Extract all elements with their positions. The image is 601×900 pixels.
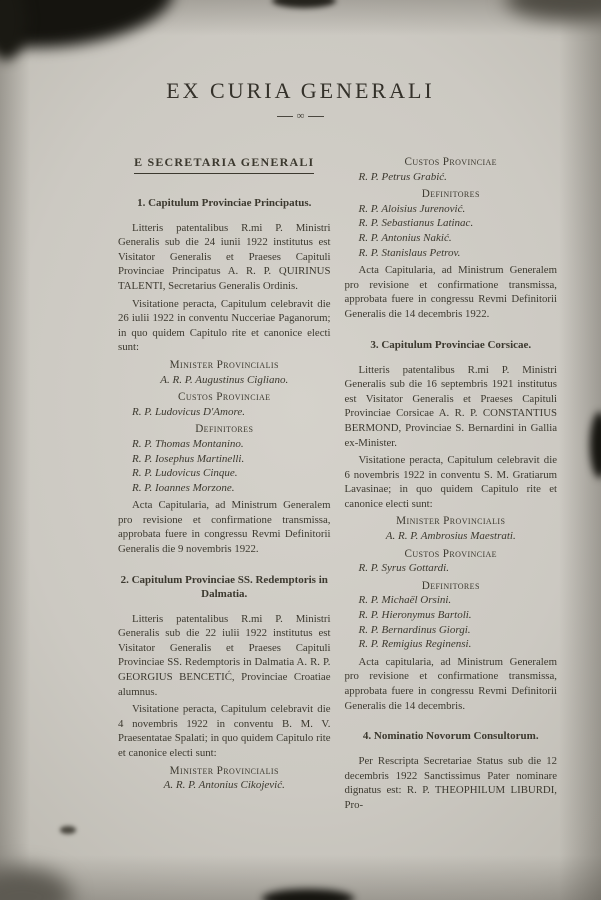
page-title: EX CURIA GENERALI	[166, 78, 435, 103]
section-2-paragraph-1: Litteris patentalibus R.mi P. Ministri Generalis sub die 22 iulii 1922 institutus est Visitator Generalis et Praeses Capituli Provinciae SS. Redemptoris in Dalmatia A. R. P. GEORGIUS BENCETIĆ, Provinciae Croatiae alumnus.	[118, 612, 331, 698]
person-name: A. R. P. Ambrosius Maestrati.	[385, 530, 516, 543]
role-label-custos: Custos Provinciae	[178, 391, 271, 404]
person-name: R. P. Ioannes Morzone.	[132, 481, 235, 494]
person-name: R. P. Sebastianus Latinac.	[358, 217, 474, 230]
person-name: R. P. Bernardinus Giorgi.	[358, 623, 471, 636]
person-name: A. R. P. Augustinus Cigliano.	[160, 373, 289, 386]
section-3-paragraph-3: Acta capitularia, ad Ministrum Generalem pro revisione et confirmatione transmissa, approbata fuere in congressu Revmi Definitorii Generalis die 14 decembris.	[344, 655, 557, 712]
masthead	[0, 0, 601, 121]
two-column-body	[0, 155, 601, 816]
section-4-title: 4. Nominatio Novorum Consultorum.	[362, 730, 539, 743]
role-label-definitores: Definitores	[421, 579, 480, 592]
section-3-title: 3. Capitulum Provinciae Corsicae.	[370, 338, 532, 351]
person-name: R. P. Ludovicus D'Amore.	[132, 405, 245, 418]
scan-artifact-bottom-left	[0, 868, 72, 900]
person-name: R. P. Aloisius Jurenović.	[358, 202, 466, 215]
ornament-glyph: ∞	[296, 110, 305, 122]
person-name: R. P. Syrus Gottardi.	[358, 562, 449, 575]
person-name: R. P. Antonius Nakić.	[358, 231, 452, 244]
scan-artifact-left-mark	[60, 826, 76, 834]
section-2-title: 2. Capitulum Provinciae SS. Redemptoris in Dalmatia.	[120, 573, 328, 600]
role-label-definitores: Definitores	[421, 188, 480, 201]
person-name: R. P. Hieronymus Bartoli.	[358, 609, 472, 622]
section-2-paragraph-2: Visitatione peracta, Capitulum celebravit die 4 novembris 1922 in conventu B. M. V. Praesentatae Spalati; in quo quidem Capitulo rite et canonice electi sunt:	[118, 703, 331, 759]
section-1-paragraph-1: Litteris patentalibus R.mi P. Ministri Generalis sub die 24 iunii 1922 institutus est Visitator Generalis et Praeses Capituli Provinciae Principatus A. R. P. QUIRINUS TALENTI, Secretarius Generalis Ordinis.	[118, 221, 331, 292]
section-3-paragraph-1: Litteris patentalibus R.mi P. Ministri Generalis sub die 16 septembris 1921 institutus est Visitator Generalis et Praeses Capituli Provinciae Corsicae A. R. P. CONSTANTIUS BERMOND, Provinciae S. Bernardini in Gallia ex-Minister.	[344, 363, 557, 449]
role-label-minister: Minister Provincialis	[396, 515, 506, 528]
ornament-line-left	[277, 116, 293, 117]
secretaria-heading	[118, 155, 331, 174]
person-name: R. P. Ludovicus Cinque.	[132, 467, 238, 480]
person-name: R. P. Iosephus Martinelli.	[132, 452, 245, 465]
section-4-paragraph-1: Per Rescripta Secretariae Status sub die 12 decembris 1922 Sanctissimus Pater nominare dignatus est: R. P. THEOPHILUM LIBURDI, Pro-	[344, 755, 557, 811]
role-label-minister: Minister Provincialis	[169, 764, 279, 777]
secretaria-heading-text: E SECRETARIA GENERALI	[134, 155, 314, 174]
section-1-paragraph-2: Visitatione peracta, Capitulum celebravit die 26 iulii 1922 in conventu Nucceriae Paganorum; in quo quidem Capitulo rite et canonice electi sunt:	[118, 297, 331, 354]
column-right	[345, 155, 558, 816]
person-name: R. P. Petrus Grabić.	[358, 170, 447, 183]
ornament-line-right	[308, 116, 324, 117]
person-name: R. P. Michaël Orsini.	[358, 594, 452, 607]
role-label-definitores: Definitores	[195, 423, 254, 436]
role-label-minister: Minister Provincialis	[169, 358, 279, 371]
section-3-paragraph-2: Visitatione peracta, Capitulum celebravit die 6 novembris 1922 in conventu S. M. Gratiarum Lavasinae; in quo quidem Capitulo rite et canonice electi sunt:	[344, 454, 557, 510]
scan-artifact-bottom-center	[262, 889, 354, 900]
section-1-title: 1. Capitulum Provinciae Principatus.	[137, 196, 312, 209]
role-label-custos: Custos Provinciae	[404, 547, 497, 560]
person-name: A. R. P. Antonius Cikojević.	[163, 779, 285, 792]
person-name: R. P. Stanislaus Petrov.	[358, 246, 461, 259]
person-name: R. P. Remigius Reginensi.	[358, 638, 472, 651]
ornament-divider	[0, 111, 601, 121]
section-1-paragraph-3: Acta Capitularia, ad Ministrum Generalem pro revisione et confirmatione transmissa, approbata fuere in congressu Revmi Definitorii Generalis die 9 novembris 1922.	[118, 499, 331, 556]
column-left	[118, 155, 331, 816]
person-name: R. P. Thomas Montanino.	[132, 437, 244, 450]
role-label-custos: Custos Provinciae	[404, 156, 497, 168]
section-2-paragraph-3: Acta Capitularia, ad Ministrum Generalem pro revisione et confirmatione transmissa, approbata fuere in congressu Revmi Definitorii Generalis die 14 decembris 1922.	[344, 264, 557, 320]
